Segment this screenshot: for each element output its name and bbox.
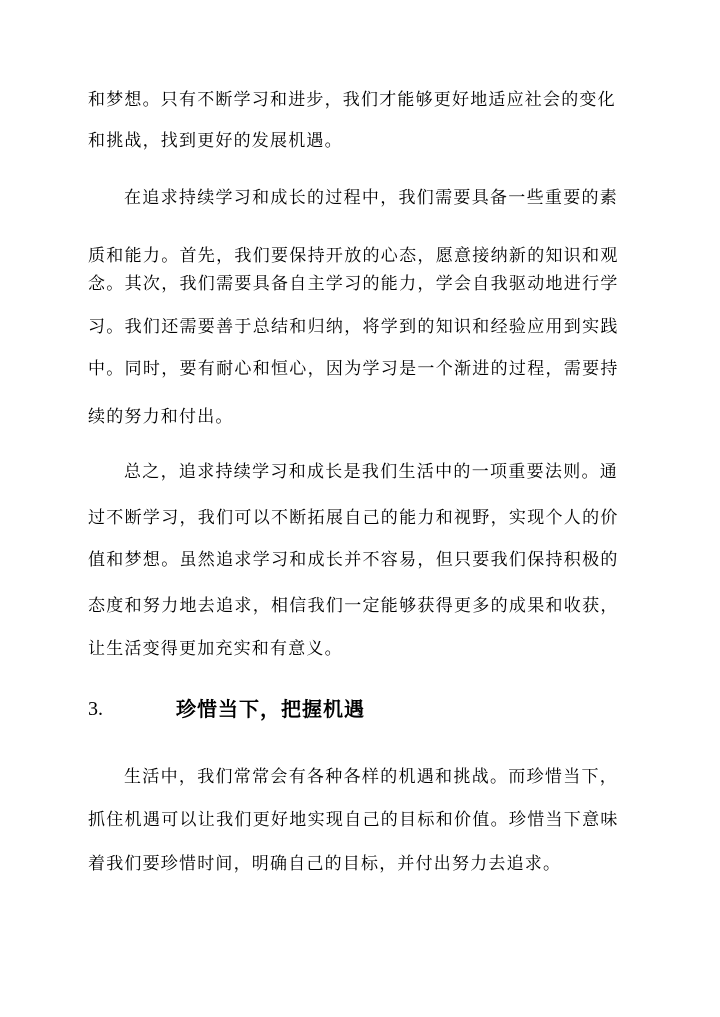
paragraph-line: 让生活变得更加充实和有意义。 — [88, 639, 343, 659]
paragraph-line: 过不断学习，我们可以不断拓展自己的能力和视野，实现个人的价 — [88, 508, 619, 528]
paragraph-line: 值和梦想。虽然追求学习和成长并不容易，但只要我们保持积极的 — [88, 550, 619, 570]
paragraph-line: 着我们要珍惜时间，明确自己的目标，并付出努力去追求。 — [88, 854, 562, 874]
section-heading — [88, 694, 638, 724]
paragraph-line: 在追求持续学习和成长的过程中，我们需要具备一些重要的素 — [124, 188, 619, 208]
paragraph-line: 续的努力和付出。 — [88, 407, 234, 427]
paragraph-line: 质和能力。首先，我们要保持开放的心态，愿意接纳新的知识和观 — [88, 246, 619, 266]
section-title: 珍惜当下，把握机遇 — [176, 697, 365, 721]
paragraph-line: 念。其次，我们需要具备自主学习的能力，学会自我驱动地进行学 — [88, 274, 619, 294]
paragraph-line: 和梦想。只有不断学习和进步，我们才能够更好地适应社会的变化 — [88, 90, 616, 110]
paragraph-line: 和挑战，找到更好的发展机遇。 — [88, 131, 343, 151]
paragraph-line: 习。我们还需要善于总结和归纳，将学到的知识和经验应用到实践 — [88, 317, 619, 337]
section-number: 3. — [88, 698, 103, 720]
paragraph-line: 态度和努力地去追求，相信我们一定能够获得更多的成果和收获， — [88, 596, 619, 616]
paragraph-line: 总之，追求持续学习和成长是我们生活中的一项重要法则。通 — [124, 462, 619, 482]
paragraph-line: 生活中，我们常常会有各种各样的机遇和挑战。而珍惜当下， — [124, 767, 619, 787]
paragraph-line: 抓住机遇可以让我们更好地实现自己的目标和价值。珍惜当下意味 — [88, 810, 619, 830]
paragraph-line: 中。同时，要有耐心和恒心，因为学习是一个渐进的过程，需要持 — [88, 359, 619, 379]
